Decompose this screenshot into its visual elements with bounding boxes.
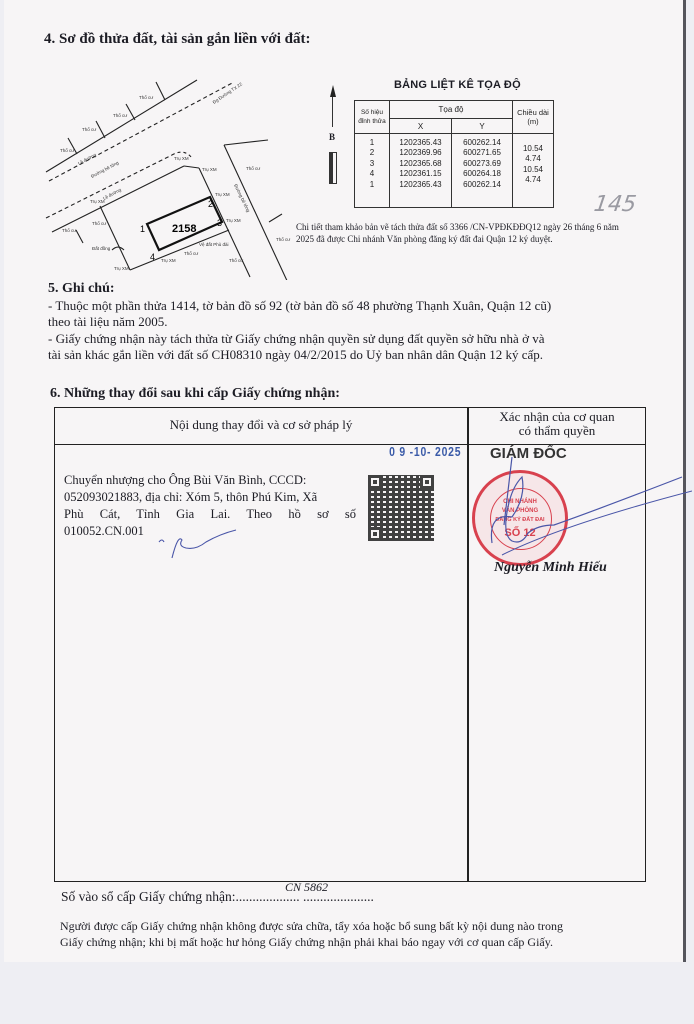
signer-name: Nguyễn Minh Hiếu (494, 560, 607, 575)
table-cell: 1202361.15 (399, 169, 442, 179)
svg-text:Thổ cư: Thổ cư (82, 127, 97, 132)
svg-text:Đất đồng: Đất đồng (92, 246, 111, 251)
svg-text:4: 4 (150, 252, 156, 262)
col-y: Y (452, 119, 513, 134)
table-cell: 1202369.96 (399, 148, 442, 158)
scale-bar-icon (329, 152, 337, 184)
svg-text:2: 2 (208, 199, 214, 209)
note-line: theo tài liệu năm 2005. (48, 314, 168, 329)
director-signature (482, 455, 692, 565)
svg-text:Trụ XM: Trụ XM (174, 156, 189, 161)
table-cell: 2 (369, 148, 375, 158)
section4-title: 4. Sơ đồ thửa đất, tài sản gắn liền với đất: (44, 31, 311, 47)
section5-title: 5. Ghi chú: (48, 281, 115, 296)
svg-text:Thổ cư: Thổ cư (276, 237, 291, 242)
svg-text:Thổ cư: Thổ cư (62, 228, 77, 233)
north-arrow-icon (330, 85, 336, 127)
coord-table (354, 100, 554, 208)
parcel-diagram (4, 70, 324, 280)
svg-text:Trụ XM: Trụ XM (226, 218, 241, 223)
reference-text: Chi tiết tham khảo bản vẽ tách thửa đất số 3366 /CN-VPĐKĐĐQ12 ngày 26 tháng 6 năm 2025 đã được Chi nhánh Văn phòng đăng ký đất đai Quận 12 ký duyệt. (296, 222, 619, 244)
svg-text:Thổ cư: Thổ cư (184, 251, 199, 256)
certificate-page (4, 0, 686, 962)
col-coords: Tọa độ (390, 101, 513, 119)
col-length: Chiều dài (m) (513, 101, 554, 134)
note-line: - Giấy chứng nhận này tách thửa từ Giấy chứng nhận quyền sử dụng đất quyền sở hữu nhà ở và (48, 330, 545, 346)
svg-text:Thổ cư: Thổ cư (229, 258, 244, 263)
col-confirm-header: Xác nhận của cơ quan có thẩm quyền (499, 409, 615, 438)
svg-text:Thổ cư: Thổ cư (60, 148, 75, 153)
table-cell: 1 (369, 138, 375, 147)
table-cell: 1202365.43 (399, 179, 442, 189)
table-cell: 600264.18 (463, 169, 501, 179)
entry-line: Chuyển nhượng cho Ông Bùi Văn Bình, CCCD: (64, 473, 307, 487)
entry-line: Phù Cát, Tỉnh Gia Lai. Theo hồ sơ số (64, 507, 356, 521)
svg-text:Vệ đất Phù đài: Vệ đất Phù đài (199, 242, 229, 247)
svg-text:Trụ XM: Trụ XM (90, 199, 105, 204)
svg-text:Thổ cư: Thổ cư (139, 95, 154, 100)
qr-code-icon (368, 475, 434, 541)
table-cell: 1202365.43 (399, 138, 442, 147)
note-line: - Thuộc một phần thửa 1414, tờ bản đồ số 92 (tờ bản đồ số 48 phường Thạnh Xuân, Quận 12 cũ) (48, 297, 552, 313)
table-cell: 4.74 (525, 175, 541, 185)
svg-text:Đg Đường TX 22: Đg Đường TX 22 (211, 81, 244, 105)
registry-number: Số vào sổ cấp Giấy chứng nhận:................... CN 5862 ..................... (61, 880, 374, 904)
warning-text: Người được cấp Giấy chứng nhận không được sửa chữa, tẩy xóa hoặc bổ sung bất kỳ nội dung nào trong Giấy chứng nhận; khi bị mất hoặc hư hỏng Giấy chứng nhận phải khai báo ngay với cơ quan cấp Giấy. (60, 919, 563, 949)
north-label: B (329, 132, 336, 142)
svg-text:Lề đường: Lề đường (102, 187, 122, 201)
table-cell: 1 (369, 179, 375, 189)
table-cell: 3 (369, 158, 375, 168)
handwritten-note: 145 (592, 192, 638, 217)
entry-line: 010052.CN.001 (64, 524, 144, 538)
table-cell: 600271.65 (463, 148, 501, 158)
svg-text:Đường bê tông: Đường bê tông (90, 160, 120, 179)
svg-text:Thổ cư: Thổ cư (246, 166, 261, 171)
svg-text:Lề đường: Lề đường (77, 152, 97, 166)
table-cell: 1202365.68 (399, 158, 442, 168)
svg-text:1: 1 (140, 224, 146, 234)
table-cell: 600262.14 (463, 138, 501, 147)
svg-text:Thổ cư: Thổ cư (113, 113, 128, 118)
registry-value: CN 5862 (285, 880, 329, 894)
col-content-header: Nội dung thay đổi và cơ sở pháp lý (169, 417, 353, 432)
svg-text:Đường bê tông: Đường bê tông (233, 183, 251, 213)
initials-signature (154, 528, 244, 568)
table-cell: 600273.69 (463, 158, 501, 168)
section6-title: 6. Những thay đổi sau khi cấp Giấy chứng nhận: (50, 386, 340, 401)
position-title: GIÁM ĐỐC (490, 445, 567, 462)
coord-table-title: BẢNG LIỆT KÊ TỌA ĐỘ (394, 79, 521, 91)
entry-date: 0 9 -10- 2025 (388, 444, 461, 459)
note-line: tài sản khác gắn liền với đất số CH08310 ngày 04/2/2015 do Uỷ ban nhân dân Quận 12 ký cấp. (48, 347, 544, 362)
official-stamp: CHI NHÁNH VĂN PHÒNG ĐĂNG KÝ ĐẤT ĐAI SỐ 12 (472, 470, 568, 566)
col-point: Số hiệu đỉnh thửa (355, 101, 390, 134)
svg-text:3: 3 (217, 218, 223, 228)
svg-text:Trụ XM: Trụ XM (215, 192, 230, 197)
parcel-number: 2158 (172, 223, 197, 235)
table-cell: 4.74 (525, 154, 541, 164)
entry-line: 052093021883, địa chỉ: Xóm 5, thôn Phú Kim, Xã (64, 490, 318, 504)
table-cell: 4 (369, 169, 375, 179)
table-cell: 10.54 (522, 144, 544, 153)
svg-text:Trụ XM: Trụ XM (202, 167, 217, 172)
table-cell: 10.54 (522, 164, 544, 174)
svg-text:Thổ cư: Thổ cư (92, 221, 107, 226)
col-x: X (390, 119, 452, 134)
svg-text:Trụ XM: Trụ XM (114, 266, 129, 271)
table-cell: 600262.14 (463, 179, 501, 189)
svg-text:Trụ XM: Trụ XM (161, 258, 176, 263)
section5 (48, 281, 648, 364)
